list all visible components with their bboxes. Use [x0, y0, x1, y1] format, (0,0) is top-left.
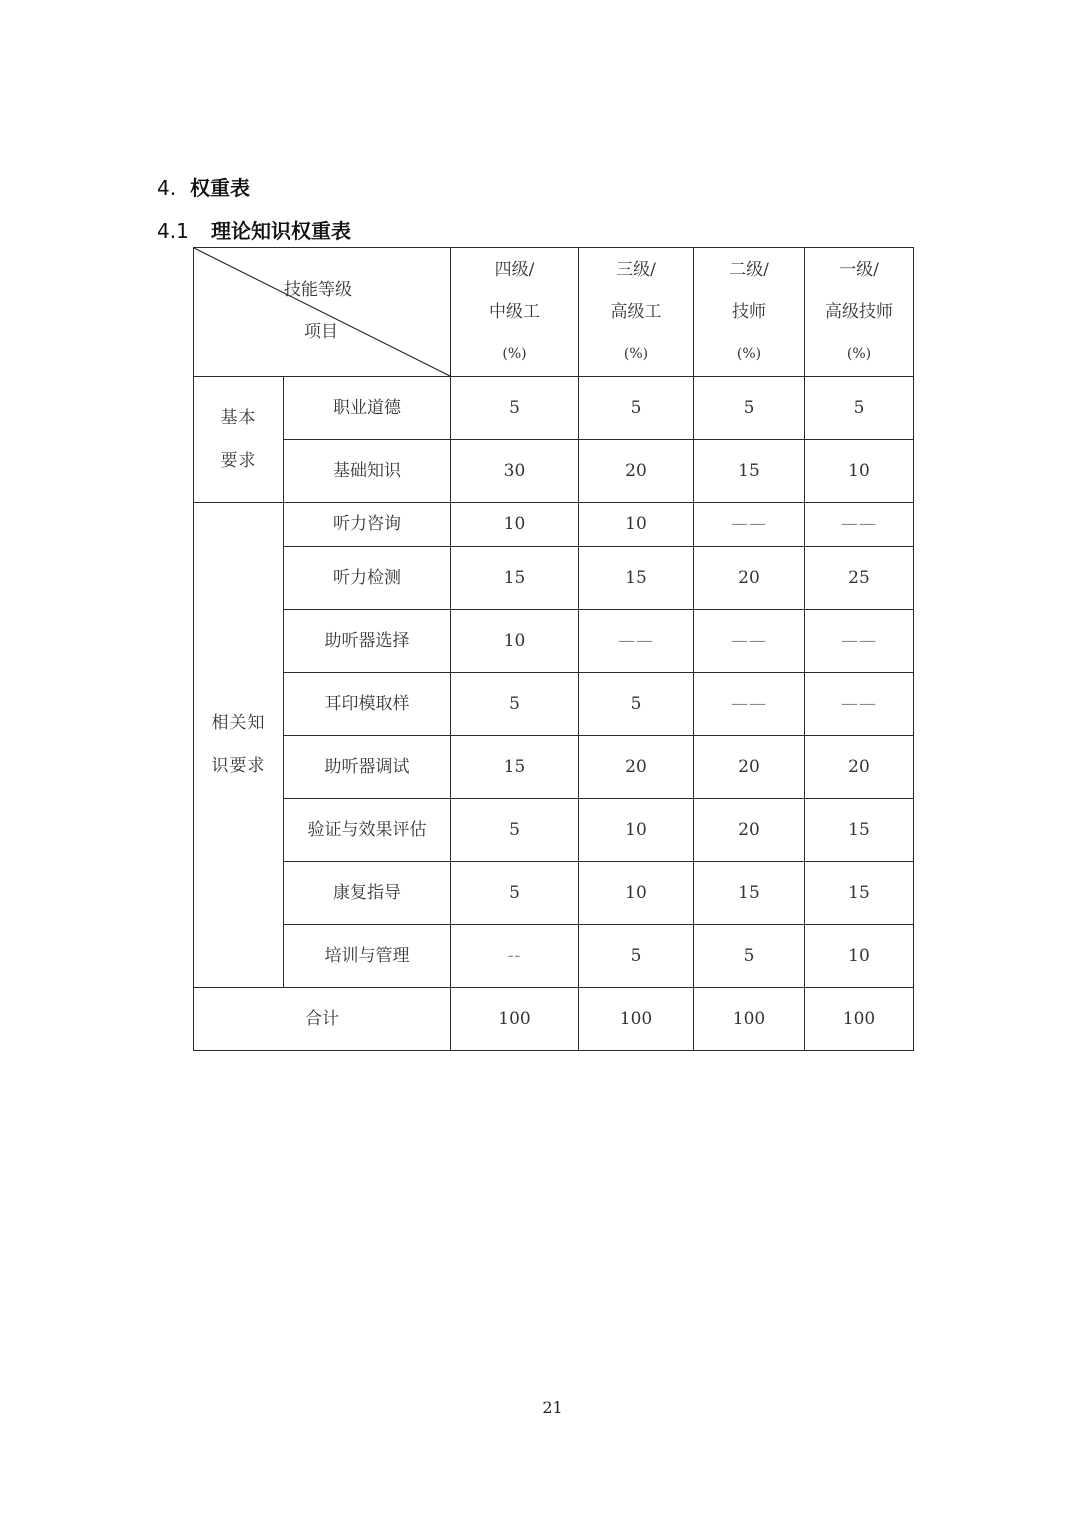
table-row: [194, 547, 914, 610]
value-cell: 15: [694, 440, 805, 503]
value-cell: 20: [694, 736, 805, 799]
value-cell: 5: [579, 377, 694, 440]
category-cell-basic: [194, 377, 284, 503]
table-row: [194, 799, 914, 862]
total-value-cell: 100: [579, 988, 694, 1051]
table-row: [194, 736, 914, 799]
level-header-line: 高级工: [610, 302, 662, 322]
item-cell: 职业道德: [284, 377, 451, 440]
table-row: [194, 610, 914, 673]
value-cell: 20: [694, 799, 805, 862]
value-cell: 10: [579, 862, 694, 925]
subsection-number: 4.1: [157, 219, 189, 243]
corner-skill-level-label: 技能等级: [284, 280, 352, 300]
level-header-line: 技师: [732, 302, 766, 322]
value-cell: 5: [579, 673, 694, 736]
weight-table: [193, 247, 914, 1051]
value-cell: 15: [451, 736, 579, 799]
subsection-title: 理论知识权重表: [211, 219, 351, 243]
value-cell: 30: [451, 440, 579, 503]
value-cell: ——: [579, 610, 694, 673]
table-row: [194, 925, 914, 988]
category-label-line: 要求: [220, 450, 257, 471]
section-number: 4.: [157, 176, 177, 200]
item-cell: 听力检测: [284, 547, 451, 610]
value-cell: 5: [805, 377, 914, 440]
page-number: 21: [542, 1398, 563, 1417]
item-cell: 康复指导: [284, 862, 451, 925]
value-cell: 10: [805, 925, 914, 988]
value-cell: 5: [694, 925, 805, 988]
corner-header-cell: [194, 248, 451, 377]
table-row: [194, 440, 914, 503]
value-cell: 15: [451, 547, 579, 610]
value-cell: 20: [579, 440, 694, 503]
value-cell: 10: [451, 503, 579, 547]
table-row: [194, 673, 914, 736]
category-label-line: 识要求: [211, 756, 266, 776]
level-header-line: 中级工: [489, 302, 540, 322]
value-cell: 10: [579, 503, 694, 547]
item-cell: 助听器调试: [284, 736, 451, 799]
level-header-unit: (%): [502, 346, 527, 362]
value-cell: 20: [805, 736, 914, 799]
total-value-cell: 100: [451, 988, 579, 1051]
table-row: [194, 862, 914, 925]
level-header-line: 高级技师: [825, 302, 893, 322]
value-cell: 15: [694, 862, 805, 925]
value-cell: 5: [451, 862, 579, 925]
value-cell: 5: [694, 377, 805, 440]
item-cell: 培训与管理: [284, 925, 451, 988]
value-cell: ——: [694, 503, 805, 547]
value-cell: ——: [694, 610, 805, 673]
item-cell: 听力咨询: [284, 503, 451, 547]
diagonal-divider: [194, 248, 450, 376]
total-value-cell: 100: [694, 988, 805, 1051]
value-cell: 5: [451, 799, 579, 862]
level-header-line: 二级/: [729, 260, 769, 280]
item-cell: 基础知识: [284, 440, 451, 503]
item-cell: 助听器选择: [284, 610, 451, 673]
value-cell: 5: [451, 377, 579, 440]
value-cell: 20: [579, 736, 694, 799]
value-cell: 10: [805, 440, 914, 503]
value-cell: ——: [805, 610, 914, 673]
value-cell: 15: [805, 862, 914, 925]
corner-item-label: 项目: [304, 322, 338, 342]
total-label: 合计: [194, 988, 451, 1051]
value-cell: 25: [805, 547, 914, 610]
value-cell: --: [451, 925, 579, 988]
value-cell: 10: [579, 799, 694, 862]
value-cell: 5: [451, 673, 579, 736]
section-heading: [157, 172, 250, 201]
level-header-2: [694, 248, 805, 377]
value-cell: ——: [805, 673, 914, 736]
level-header-4: [451, 248, 579, 377]
level-header-line: 四级/: [494, 260, 535, 280]
table-row: [194, 377, 914, 440]
category-label-line: 基本: [220, 407, 257, 428]
item-cell: 验证与效果评估: [284, 799, 451, 862]
level-header-unit: (%): [736, 346, 762, 362]
total-row: [194, 988, 914, 1051]
item-cell: 耳印模取样: [284, 673, 451, 736]
value-cell: 5: [579, 925, 694, 988]
level-header-unit: (%): [846, 346, 872, 362]
value-cell: 15: [579, 547, 694, 610]
value-cell: 10: [451, 610, 579, 673]
subsection-heading: [157, 215, 351, 244]
table-row: [194, 503, 914, 547]
value-cell: ——: [694, 673, 805, 736]
level-header-3: [579, 248, 694, 377]
value-cell: 20: [694, 547, 805, 610]
level-header-line: 一级/: [839, 260, 879, 280]
category-cell-related: [194, 503, 284, 988]
value-cell: 15: [805, 799, 914, 862]
section-title: 权重表: [190, 176, 250, 200]
level-header-1: [805, 248, 914, 377]
level-header-unit: (%): [623, 346, 649, 362]
value-cell: ——: [805, 503, 914, 547]
total-value-cell: 100: [805, 988, 914, 1051]
table-header-row: [194, 248, 914, 377]
level-header-line: 三级/: [616, 260, 656, 280]
category-label-line: 相关知: [211, 713, 266, 733]
